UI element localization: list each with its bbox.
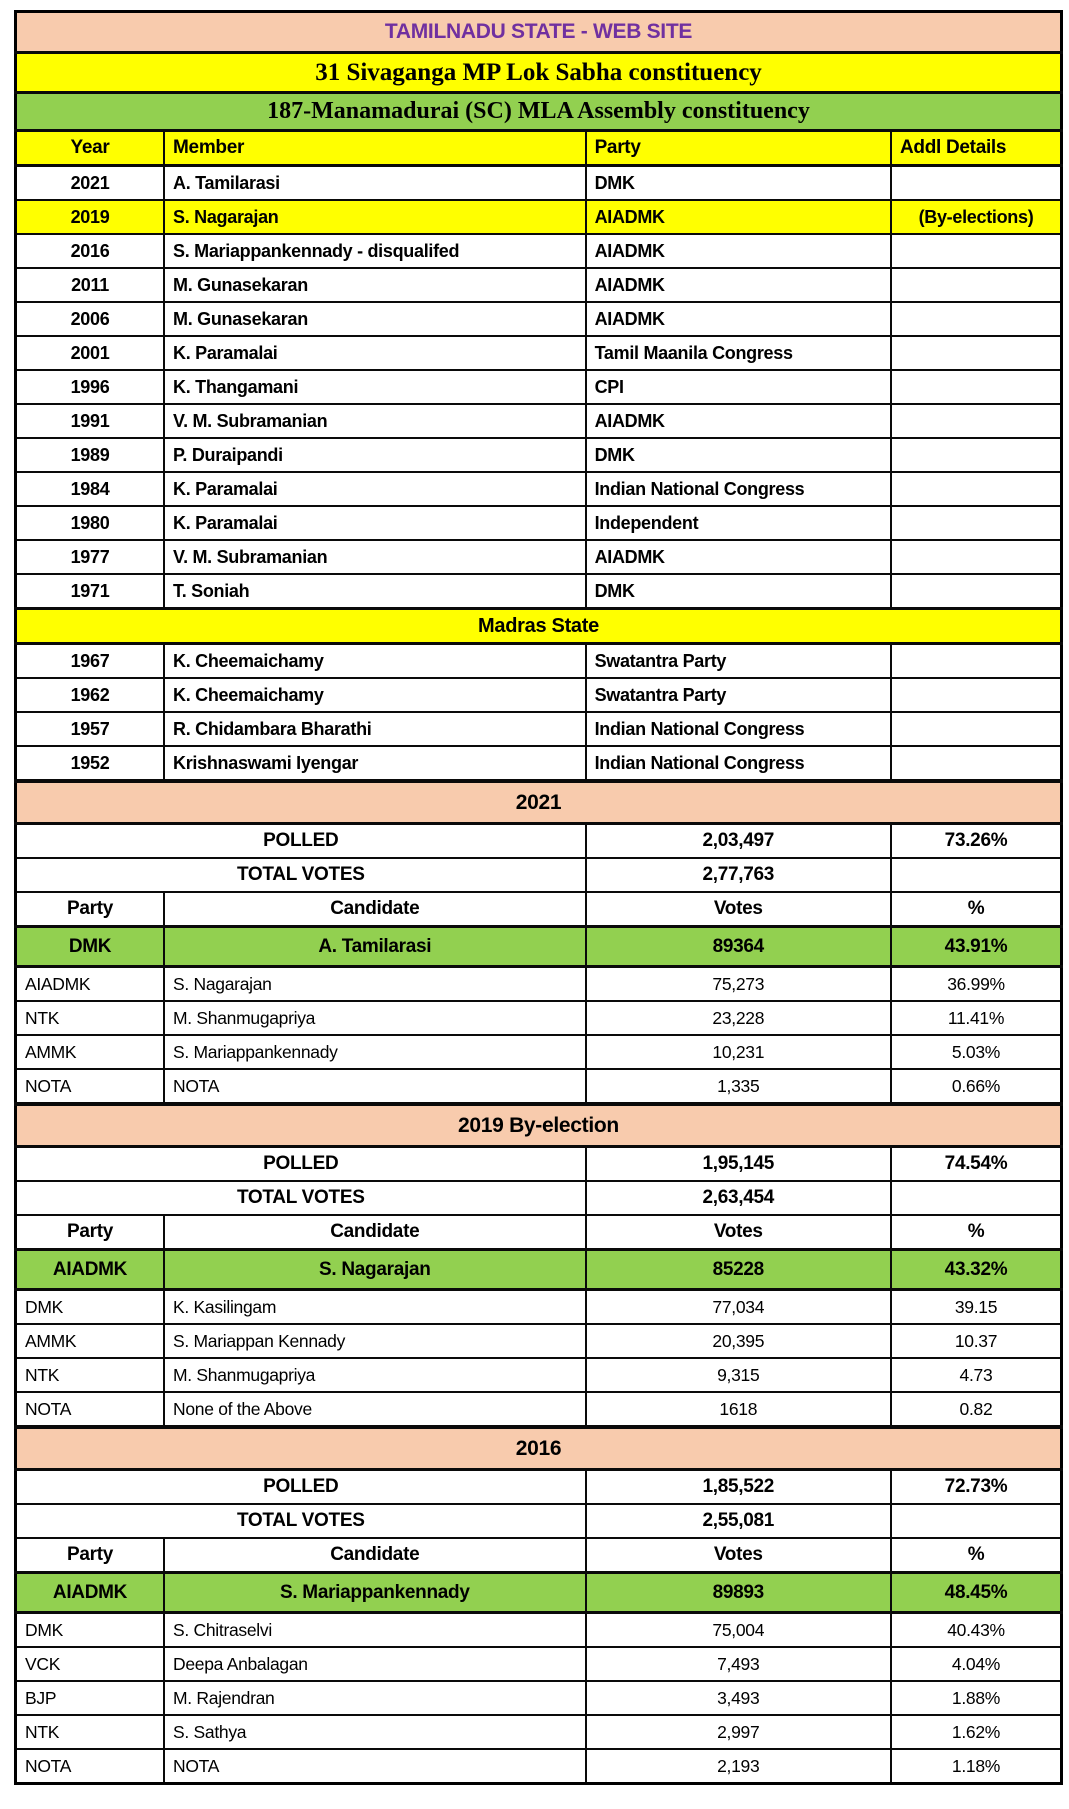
year-cell: 1977 bbox=[16, 540, 165, 574]
addl-details-cell bbox=[891, 644, 1062, 679]
year-cell: 2001 bbox=[16, 336, 165, 370]
col-header-member: Member bbox=[164, 131, 586, 166]
candidate-party-cell: DMK bbox=[16, 1290, 165, 1325]
winner-candidate-row bbox=[16, 927, 1062, 967]
polled-percent: 72.73% bbox=[891, 1470, 1062, 1505]
addl-details-cell bbox=[891, 268, 1062, 302]
addl-details-cell bbox=[891, 302, 1062, 336]
party-cell: AIADMK bbox=[586, 200, 891, 234]
candidate-party-cell: NOTA bbox=[16, 1392, 165, 1427]
member-cell: Krishnaswami Iyengar bbox=[164, 746, 586, 781]
total-votes-percent-empty bbox=[891, 858, 1062, 892]
mp-constituency-title: 31 Sivaganga MP Lok Sabha constituency bbox=[16, 53, 1062, 93]
history-row bbox=[16, 166, 1062, 201]
candidate-name-cell: NOTA bbox=[164, 1749, 586, 1784]
candidate-name-cell: None of the Above bbox=[164, 1392, 586, 1427]
candidate-party-cell: AIADMK bbox=[16, 1573, 165, 1613]
mla-constituency-title: 187-Manamadurai (SC) MLA Assembly constituency bbox=[16, 93, 1062, 131]
member-cell: T. Soniah bbox=[164, 574, 586, 609]
candidate-name-cell: M. Shanmugapriya bbox=[164, 1358, 586, 1392]
addl-details-cell: (By-elections) bbox=[891, 200, 1062, 234]
results-header-percent: % bbox=[891, 1215, 1062, 1250]
candidate-party-cell: VCK bbox=[16, 1647, 165, 1681]
election-year-label: 2021 bbox=[16, 781, 1062, 824]
candidate-row bbox=[16, 1749, 1062, 1784]
candidate-percent-cell: 43.32% bbox=[891, 1250, 1062, 1290]
mla-constituency-band bbox=[16, 93, 1062, 131]
total-votes-label: TOTAL VOTES bbox=[16, 1181, 586, 1215]
polled-row bbox=[16, 1470, 1062, 1505]
candidate-votes-cell: 85228 bbox=[586, 1250, 891, 1290]
member-cell: K. Paramalai bbox=[164, 506, 586, 540]
party-cell: Swatantra Party bbox=[586, 678, 891, 712]
party-cell: Indian National Congress bbox=[586, 472, 891, 506]
results-header-party: Party bbox=[16, 1538, 165, 1573]
history-row bbox=[16, 404, 1062, 438]
member-cell: R. Chidambara Bharathi bbox=[164, 712, 586, 746]
polled-row bbox=[16, 824, 1062, 859]
election-year-label: 2019 By-election bbox=[16, 1104, 1062, 1147]
party-cell: Independent bbox=[586, 506, 891, 540]
year-cell: 2021 bbox=[16, 166, 165, 201]
addl-details-cell bbox=[891, 472, 1062, 506]
party-cell: CPI bbox=[586, 370, 891, 404]
results-header-candidate: Candidate bbox=[164, 1538, 586, 1573]
history-row bbox=[16, 678, 1062, 712]
candidate-percent-cell: 0.66% bbox=[891, 1069, 1062, 1104]
candidate-percent-cell: 4.73 bbox=[891, 1358, 1062, 1392]
member-cell: V. M. Subramanian bbox=[164, 540, 586, 574]
candidate-votes-cell: 77,034 bbox=[586, 1290, 891, 1325]
addl-details-cell bbox=[891, 746, 1062, 781]
polled-votes: 2,03,497 bbox=[586, 824, 891, 859]
candidate-row bbox=[16, 1001, 1062, 1035]
candidate-votes-cell: 89364 bbox=[586, 927, 891, 967]
results-header-candidate: Candidate bbox=[164, 892, 586, 927]
candidate-name-cell: S. Mariappan Kennady bbox=[164, 1324, 586, 1358]
total-votes-percent-empty bbox=[891, 1504, 1062, 1538]
member-cell: K. Paramalai bbox=[164, 472, 586, 506]
results-header-votes: Votes bbox=[586, 892, 891, 927]
candidate-votes-cell: 9,315 bbox=[586, 1358, 891, 1392]
candidate-name-cell: M. Shanmugapriya bbox=[164, 1001, 586, 1035]
results-header-votes: Votes bbox=[586, 1215, 891, 1250]
candidate-name-cell: K. Kasilingam bbox=[164, 1290, 586, 1325]
candidate-name-cell: Deepa Anbalagan bbox=[164, 1647, 586, 1681]
candidate-percent-cell: 39.15 bbox=[891, 1290, 1062, 1325]
election-sheet bbox=[14, 10, 1063, 1785]
party-cell: Indian National Congress bbox=[586, 746, 891, 781]
addl-details-cell bbox=[891, 712, 1062, 746]
candidate-votes-cell: 2,193 bbox=[586, 1749, 891, 1784]
candidate-row bbox=[16, 967, 1062, 1002]
addl-details-cell bbox=[891, 574, 1062, 609]
candidate-name-cell: M. Rajendran bbox=[164, 1681, 586, 1715]
election-table bbox=[14, 10, 1063, 1785]
total-votes-percent-empty bbox=[891, 1181, 1062, 1215]
history-row bbox=[16, 712, 1062, 746]
winner-candidate-row bbox=[16, 1573, 1062, 1613]
candidate-row bbox=[16, 1324, 1062, 1358]
history-row bbox=[16, 644, 1062, 679]
election-year-label: 2016 bbox=[16, 1427, 1062, 1470]
member-cell: K. Cheemaichamy bbox=[164, 644, 586, 679]
candidate-party-cell: DMK bbox=[16, 927, 165, 967]
member-cell: K. Thangamani bbox=[164, 370, 586, 404]
year-cell: 1957 bbox=[16, 712, 165, 746]
addl-details-cell bbox=[891, 540, 1062, 574]
candidate-percent-cell: 1.62% bbox=[891, 1715, 1062, 1749]
member-cell: V. M. Subramanian bbox=[164, 404, 586, 438]
party-cell: Tamil Maanila Congress bbox=[586, 336, 891, 370]
year-cell: 2016 bbox=[16, 234, 165, 268]
member-cell: S. Mariappankennady - disqualifed bbox=[164, 234, 586, 268]
results-header-party: Party bbox=[16, 1215, 165, 1250]
addl-details-cell bbox=[891, 234, 1062, 268]
party-cell: AIADMK bbox=[586, 540, 891, 574]
candidate-party-cell: NOTA bbox=[16, 1749, 165, 1784]
polled-label: POLLED bbox=[16, 1470, 586, 1505]
winner-candidate-row bbox=[16, 1250, 1062, 1290]
addl-details-cell bbox=[891, 678, 1062, 712]
site-title: TAMILNADU STATE - WEB SITE bbox=[16, 12, 1062, 53]
candidate-name-cell: S. Sathya bbox=[164, 1715, 586, 1749]
candidate-name-cell: S. Chitraselvi bbox=[164, 1613, 586, 1648]
total-votes-row bbox=[16, 858, 1062, 892]
total-votes-label: TOTAL VOTES bbox=[16, 1504, 586, 1538]
candidate-party-cell: DMK bbox=[16, 1613, 165, 1648]
candidate-party-cell: AMMK bbox=[16, 1324, 165, 1358]
polled-row bbox=[16, 1147, 1062, 1182]
history-row bbox=[16, 472, 1062, 506]
candidate-percent-cell: 0.82 bbox=[891, 1392, 1062, 1427]
candidate-party-cell: NTK bbox=[16, 1001, 165, 1035]
results-header-row bbox=[16, 1215, 1062, 1250]
candidate-row bbox=[16, 1035, 1062, 1069]
candidate-votes-cell: 1,335 bbox=[586, 1069, 891, 1104]
member-cell: M. Gunasekaran bbox=[164, 302, 586, 336]
candidate-votes-cell: 20,395 bbox=[586, 1324, 891, 1358]
candidate-percent-cell: 1.18% bbox=[891, 1749, 1062, 1784]
candidate-votes-cell: 2,997 bbox=[586, 1715, 891, 1749]
candidate-percent-cell: 48.45% bbox=[891, 1573, 1062, 1613]
results-header-row bbox=[16, 892, 1062, 927]
site-title-band bbox=[16, 12, 1062, 53]
total-votes-row bbox=[16, 1504, 1062, 1538]
total-votes-value: 2,77,763 bbox=[586, 858, 891, 892]
party-cell: DMK bbox=[586, 166, 891, 201]
candidate-row bbox=[16, 1613, 1062, 1648]
member-cell: S. Nagarajan bbox=[164, 200, 586, 234]
madras-state-label: Madras State bbox=[16, 609, 1062, 644]
total-votes-value: 2,55,081 bbox=[586, 1504, 891, 1538]
party-cell: DMK bbox=[586, 438, 891, 472]
results-header-candidate: Candidate bbox=[164, 1215, 586, 1250]
addl-details-cell bbox=[891, 166, 1062, 201]
col-header-addl-details: Addl Details bbox=[891, 131, 1062, 166]
candidate-votes-cell: 89893 bbox=[586, 1573, 891, 1613]
year-cell: 1967 bbox=[16, 644, 165, 679]
year-cell: 2011 bbox=[16, 268, 165, 302]
party-cell: AIADMK bbox=[586, 302, 891, 336]
total-votes-value: 2,63,454 bbox=[586, 1181, 891, 1215]
polled-label: POLLED bbox=[16, 824, 586, 859]
party-cell: AIADMK bbox=[586, 404, 891, 438]
member-cell: K. Cheemaichamy bbox=[164, 678, 586, 712]
candidate-row bbox=[16, 1358, 1062, 1392]
year-cell: 1989 bbox=[16, 438, 165, 472]
history-row bbox=[16, 234, 1062, 268]
candidate-name-cell: S. Mariappankennady bbox=[164, 1573, 586, 1613]
party-cell: DMK bbox=[586, 574, 891, 609]
year-cell: 1952 bbox=[16, 746, 165, 781]
history-header-row bbox=[16, 131, 1062, 166]
candidate-row bbox=[16, 1069, 1062, 1104]
member-cell: K. Paramalai bbox=[164, 336, 586, 370]
candidate-party-cell: NTK bbox=[16, 1358, 165, 1392]
addl-details-cell bbox=[891, 336, 1062, 370]
history-row bbox=[16, 746, 1062, 781]
candidate-row bbox=[16, 1715, 1062, 1749]
candidate-votes-cell: 3,493 bbox=[586, 1681, 891, 1715]
results-header-party: Party bbox=[16, 892, 165, 927]
history-row bbox=[16, 540, 1062, 574]
candidate-row bbox=[16, 1681, 1062, 1715]
candidate-party-cell: AMMK bbox=[16, 1035, 165, 1069]
candidate-votes-cell: 7,493 bbox=[586, 1647, 891, 1681]
results-header-percent: % bbox=[891, 892, 1062, 927]
candidate-percent-cell: 36.99% bbox=[891, 967, 1062, 1002]
polled-percent: 73.26% bbox=[891, 824, 1062, 859]
col-header-year: Year bbox=[16, 131, 165, 166]
polled-percent: 74.54% bbox=[891, 1147, 1062, 1182]
party-cell: Indian National Congress bbox=[586, 712, 891, 746]
candidate-votes-cell: 1618 bbox=[586, 1392, 891, 1427]
candidate-party-cell: BJP bbox=[16, 1681, 165, 1715]
addl-details-cell bbox=[891, 370, 1062, 404]
election-year-band bbox=[16, 1104, 1062, 1147]
candidate-row bbox=[16, 1392, 1062, 1427]
election-year-band bbox=[16, 1427, 1062, 1470]
history-row bbox=[16, 370, 1062, 404]
madras-state-band bbox=[16, 609, 1062, 644]
polled-votes: 1,85,522 bbox=[586, 1470, 891, 1505]
candidate-row bbox=[16, 1647, 1062, 1681]
candidate-votes-cell: 10,231 bbox=[586, 1035, 891, 1069]
candidate-votes-cell: 75,004 bbox=[586, 1613, 891, 1648]
party-cell: AIADMK bbox=[586, 268, 891, 302]
candidate-party-cell: AIADMK bbox=[16, 1250, 165, 1290]
candidate-name-cell: S. Nagarajan bbox=[164, 1250, 586, 1290]
results-header-votes: Votes bbox=[586, 1538, 891, 1573]
candidate-percent-cell: 40.43% bbox=[891, 1613, 1062, 1648]
candidate-percent-cell: 5.03% bbox=[891, 1035, 1062, 1069]
year-cell: 1962 bbox=[16, 678, 165, 712]
party-cell: AIADMK bbox=[586, 234, 891, 268]
party-cell: Swatantra Party bbox=[586, 644, 891, 679]
results-header-percent: % bbox=[891, 1538, 1062, 1573]
total-votes-row bbox=[16, 1181, 1062, 1215]
candidate-votes-cell: 23,228 bbox=[586, 1001, 891, 1035]
history-row bbox=[16, 336, 1062, 370]
polled-label: POLLED bbox=[16, 1147, 586, 1182]
addl-details-cell bbox=[891, 506, 1062, 540]
candidate-percent-cell: 11.41% bbox=[891, 1001, 1062, 1035]
history-row bbox=[16, 506, 1062, 540]
year-cell: 1971 bbox=[16, 574, 165, 609]
election-year-band bbox=[16, 781, 1062, 824]
history-row bbox=[16, 574, 1062, 609]
candidate-name-cell: S. Nagarajan bbox=[164, 967, 586, 1002]
mp-constituency-band bbox=[16, 53, 1062, 93]
candidate-percent-cell: 1.88% bbox=[891, 1681, 1062, 1715]
col-header-party: Party bbox=[586, 131, 891, 166]
member-cell: M. Gunasekaran bbox=[164, 268, 586, 302]
year-cell: 1984 bbox=[16, 472, 165, 506]
history-row bbox=[16, 302, 1062, 336]
candidate-name-cell: A. Tamilarasi bbox=[164, 927, 586, 967]
candidate-name-cell: NOTA bbox=[164, 1069, 586, 1104]
addl-details-cell bbox=[891, 438, 1062, 472]
history-row bbox=[16, 438, 1062, 472]
year-cell: 2019 bbox=[16, 200, 165, 234]
candidate-percent-cell: 10.37 bbox=[891, 1324, 1062, 1358]
year-cell: 1980 bbox=[16, 506, 165, 540]
addl-details-cell bbox=[891, 404, 1062, 438]
candidate-party-cell: AIADMK bbox=[16, 967, 165, 1002]
candidate-row bbox=[16, 1290, 1062, 1325]
candidate-percent-cell: 43.91% bbox=[891, 927, 1062, 967]
year-cell: 1996 bbox=[16, 370, 165, 404]
candidate-percent-cell: 4.04% bbox=[891, 1647, 1062, 1681]
year-cell: 1991 bbox=[16, 404, 165, 438]
total-votes-label: TOTAL VOTES bbox=[16, 858, 586, 892]
history-row bbox=[16, 268, 1062, 302]
polled-votes: 1,95,145 bbox=[586, 1147, 891, 1182]
member-cell: A. Tamilarasi bbox=[164, 166, 586, 201]
candidate-name-cell: S. Mariappankennady bbox=[164, 1035, 586, 1069]
year-cell: 2006 bbox=[16, 302, 165, 336]
candidate-party-cell: NTK bbox=[16, 1715, 165, 1749]
results-header-row bbox=[16, 1538, 1062, 1573]
candidate-votes-cell: 75,273 bbox=[586, 967, 891, 1002]
candidate-party-cell: NOTA bbox=[16, 1069, 165, 1104]
member-cell: P. Duraipandi bbox=[164, 438, 586, 472]
history-row bbox=[16, 200, 1062, 234]
